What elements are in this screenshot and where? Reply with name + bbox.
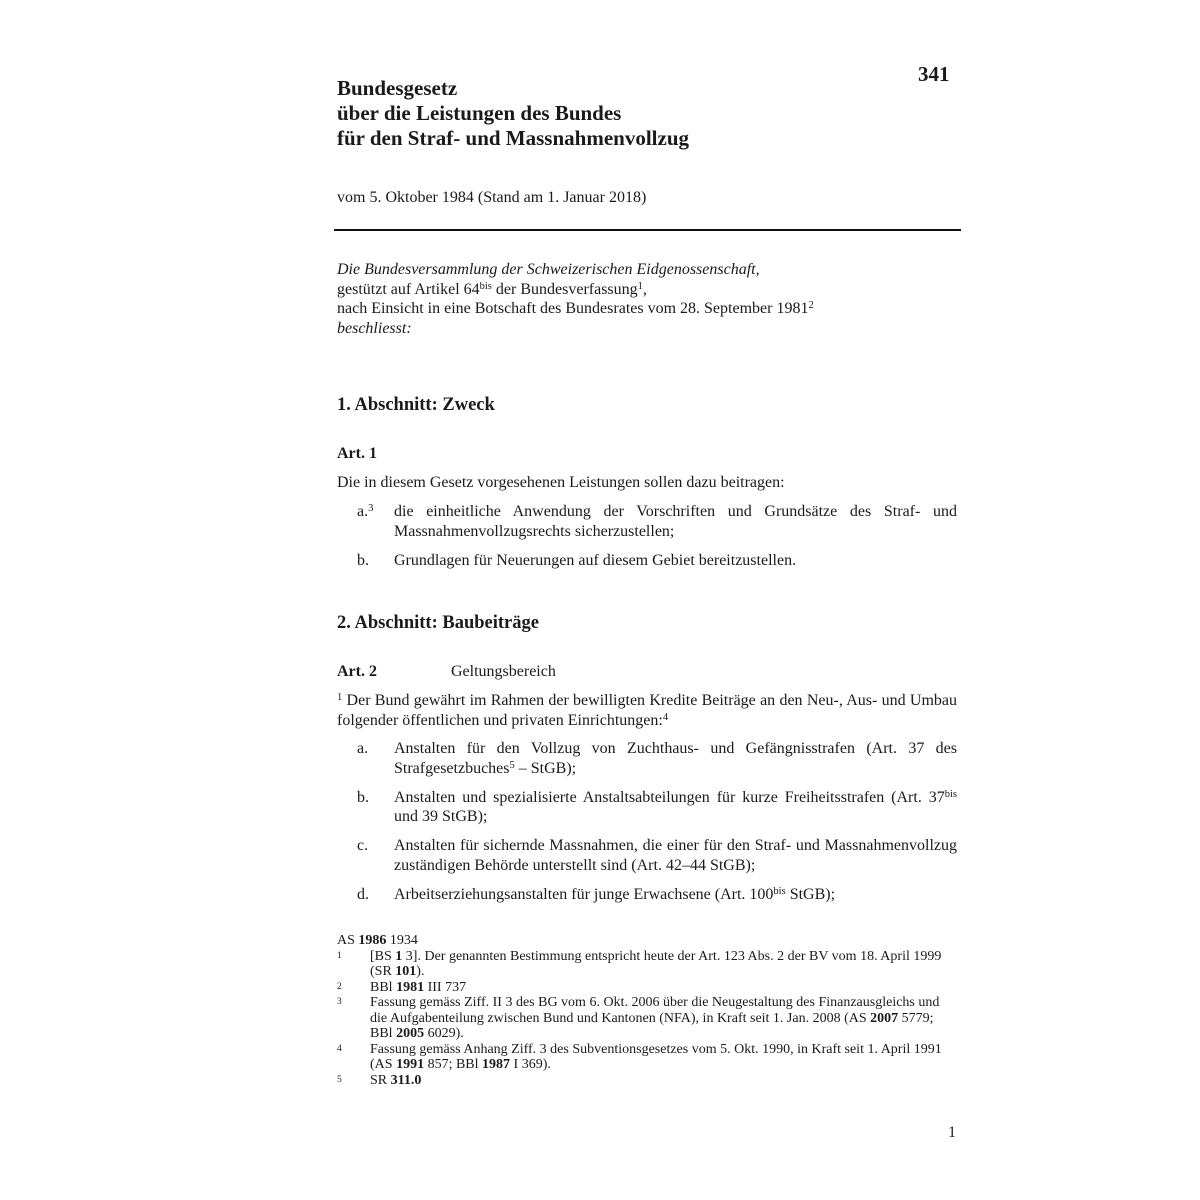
list-item (337, 885, 957, 905)
basis-text: , (642, 280, 647, 298)
list-text: Anstalten für sichernde Massnahmen, die einer für den Straf- und Massnahmenvollzug zuständigen Behörde unterstellt sind (Art. 42–44 StGB); (394, 837, 957, 874)
footnote-number: 4 (337, 1043, 342, 1054)
list-text: Anstalten und spezialisierte Anstaltsabteilungen für kurze Freiheitsstrafen (Art. $37^{bis}$ und 39 StGB); (394, 788, 957, 825)
footnote (337, 980, 947, 996)
footnote-number: 3 (337, 997, 342, 1007)
page-number: 1 (948, 1124, 956, 1141)
list-marker: b. (357, 788, 369, 806)
bis-superscript: bis (944, 788, 957, 800)
preamble-assembly: Die Bundesversammlung der Schweizerischen Eidgenossenschaft, (337, 261, 760, 278)
article-1-intro: Die in diesem Gesetz vorgesehenen Leistungen sollen dazu beitragen: (337, 474, 785, 491)
date-line: vom 5. Oktober 1984 (Stand am 1. Januar 2018) (337, 189, 647, 206)
bis-superscript: bis (773, 885, 786, 897)
title-line: über die Leistungen des Bundes (337, 101, 622, 125)
paragraph-number: 1 (337, 692, 343, 703)
preamble-decides: beschliesst: (337, 319, 412, 337)
footnote-ref: 3 (368, 503, 374, 514)
preamble-basis (337, 280, 961, 300)
footnote-ref: 2 (808, 300, 814, 311)
article-number: Art. 2 (337, 663, 377, 680)
official-collection-ref: AS 1986 1934 (337, 933, 418, 948)
footnote-text: Fassung gemäss Anhang Ziff. 3 des Subventionsgesetzes vom 5. Okt. 1990, in Kraft seit 1. April 1991 (AS 1991 857; BBl 1987 I 369). (370, 1041, 942, 1072)
article-1-heading (337, 445, 451, 463)
footnote-ref: 1 (637, 280, 643, 292)
list-text: Anstalten für den Vollzug von Zuchthaus- und Gefängnisstrafen (Art. 37 des Strafgesetzbuches$^5$ – StGB); (394, 740, 957, 777)
article-2-heading (337, 663, 556, 681)
footnote (337, 949, 947, 980)
footnote-ref: 5 (509, 759, 515, 771)
article-1-list (337, 502, 957, 580)
article-subject: Geltungsbereich (451, 663, 556, 680)
section-heading-purpose: 1. Abschnitt: Zweck (337, 395, 495, 415)
list-marker: b. (357, 551, 369, 569)
footnote-number: 2 (337, 981, 342, 992)
preamble (337, 260, 961, 338)
article-number: Art. 1 (337, 445, 377, 462)
list-marker: d. (357, 885, 369, 903)
footnote-number: 1 (337, 950, 342, 961)
list-text: Arbeitserziehungsanstalten für junge Erwachsene (Art. $100^{bis}$ StGB); (394, 885, 836, 903)
footnote-text: [BS 1 3]. Der genannten Bestimmung entspricht heute der Art. 123 Abs. 2 der BV vom 18. April 1999 (SR 101). (370, 948, 942, 979)
preamble-insight (337, 299, 961, 319)
paragraph-text: Der Bund gewährt im Rahmen der bewilligten Kredite Beiträge an den Neu-, Aus- und Umbau folgender öffentlichen und privaten Einrichtungen: (337, 692, 957, 729)
footnote-ref: 4 (662, 711, 669, 723)
footnote (337, 1042, 947, 1073)
article-2-list (337, 739, 957, 914)
list-text: Grundlagen für Neuerungen auf diesem Gebiet bereitzustellen. (394, 551, 797, 569)
title-line: Bundesgesetz (337, 76, 458, 100)
list-text: die einheitliche Anwendung der Vorschriften und Grundsätze des Straf- und Massnahmenvollzugsrechts sicherzustellen; (394, 503, 957, 540)
list-marker: c. (357, 837, 369, 854)
list-item (337, 502, 957, 541)
footnotes (337, 933, 947, 1088)
list-marker: a.$^3$ (357, 503, 374, 520)
list-marker: a. (357, 740, 369, 757)
sr-number: 341 (918, 62, 950, 86)
basis-text: der Bundesverfassung (491, 280, 638, 298)
list-item (337, 739, 957, 778)
list-item (337, 836, 957, 875)
title-divider (334, 229, 961, 231)
list-item (337, 551, 957, 571)
law-title (337, 76, 689, 151)
footnote (337, 1073, 947, 1089)
article-2-paragraph-1 (337, 691, 957, 730)
footnote (337, 995, 947, 1042)
footnote-text: BBl 1981 III 737 (370, 979, 467, 995)
footnote-text: SR 311.0 (370, 1072, 422, 1088)
bis-superscript: bis (479, 280, 492, 292)
footnote-list (337, 949, 947, 1089)
basis-text: gestützt auf Artikel 64 (337, 280, 480, 298)
insight-text: nach Einsicht in eine Botschaft des Bundesrates vom 28. September 1981 (337, 300, 809, 317)
title-line: für den Straf- und Massnahmenvollzug (337, 126, 689, 150)
list-item (337, 788, 957, 827)
footnote-number: 5 (337, 1074, 342, 1085)
footnote-text: Fassung gemäss Ziff. II 3 des BG vom 6. Okt. 2006 über die Neugestaltung des Finanzausgleichs und die Aufgabenteilung zwischen Bund und Kantonen (NFA), in Kraft seit 1. Jan. 2008 (AS 2007 5779; BBl 2005 6029). (370, 995, 940, 1041)
section-heading-construction-grants: 2. Abschnitt: Baubeiträge (337, 613, 539, 633)
